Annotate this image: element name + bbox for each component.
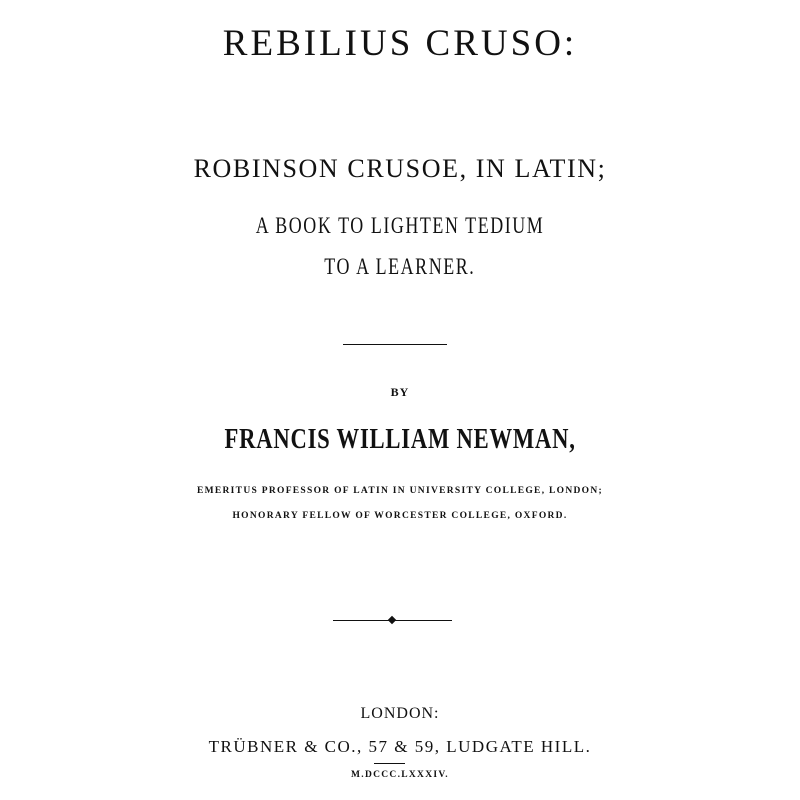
date-text: M.DCCC.LXXXIV. <box>351 770 449 780</box>
author-credential-2 <box>0 511 800 521</box>
author-name <box>0 423 800 456</box>
divider-rule <box>343 344 447 345</box>
book-subtitle <box>0 154 800 184</box>
description-line-1 <box>0 213 800 239</box>
author-credential-1 <box>0 486 800 496</box>
diamond-ornament-icon <box>388 616 396 624</box>
title-text: REBILIUS CRUSO: <box>222 23 578 64</box>
short-rule <box>374 763 405 764</box>
description-line-2 <box>0 254 800 280</box>
by-label <box>0 385 800 400</box>
description-text-2: TO A LEARNER. <box>324 254 476 279</box>
city-text: LONDON: <box>360 705 440 722</box>
imprint-date <box>0 770 800 780</box>
imprint-publisher <box>0 737 800 757</box>
by-text: BY <box>390 385 410 399</box>
subtitle-text: ROBINSON CRUSOE, IN LATIN; <box>193 154 607 183</box>
credential-text-2: HONORARY FELLOW OF WORCESTER COLLEGE, OXFORD. <box>232 511 568 521</box>
author-text: FRANCIS WILLIAM NEWMAN, <box>224 423 576 455</box>
book-title <box>0 22 800 65</box>
credential-text-1: EMERITUS PROFESSOR OF LATIN IN UNIVERSITY COLLEGE, LONDON; <box>196 486 604 496</box>
imprint-city <box>0 705 800 723</box>
publisher-text: TRÜBNER & CO., 57 & 59, LUDGATE HILL. <box>208 737 592 756</box>
description-text-1: A BOOK TO LIGHTEN TEDIUM <box>255 213 545 238</box>
